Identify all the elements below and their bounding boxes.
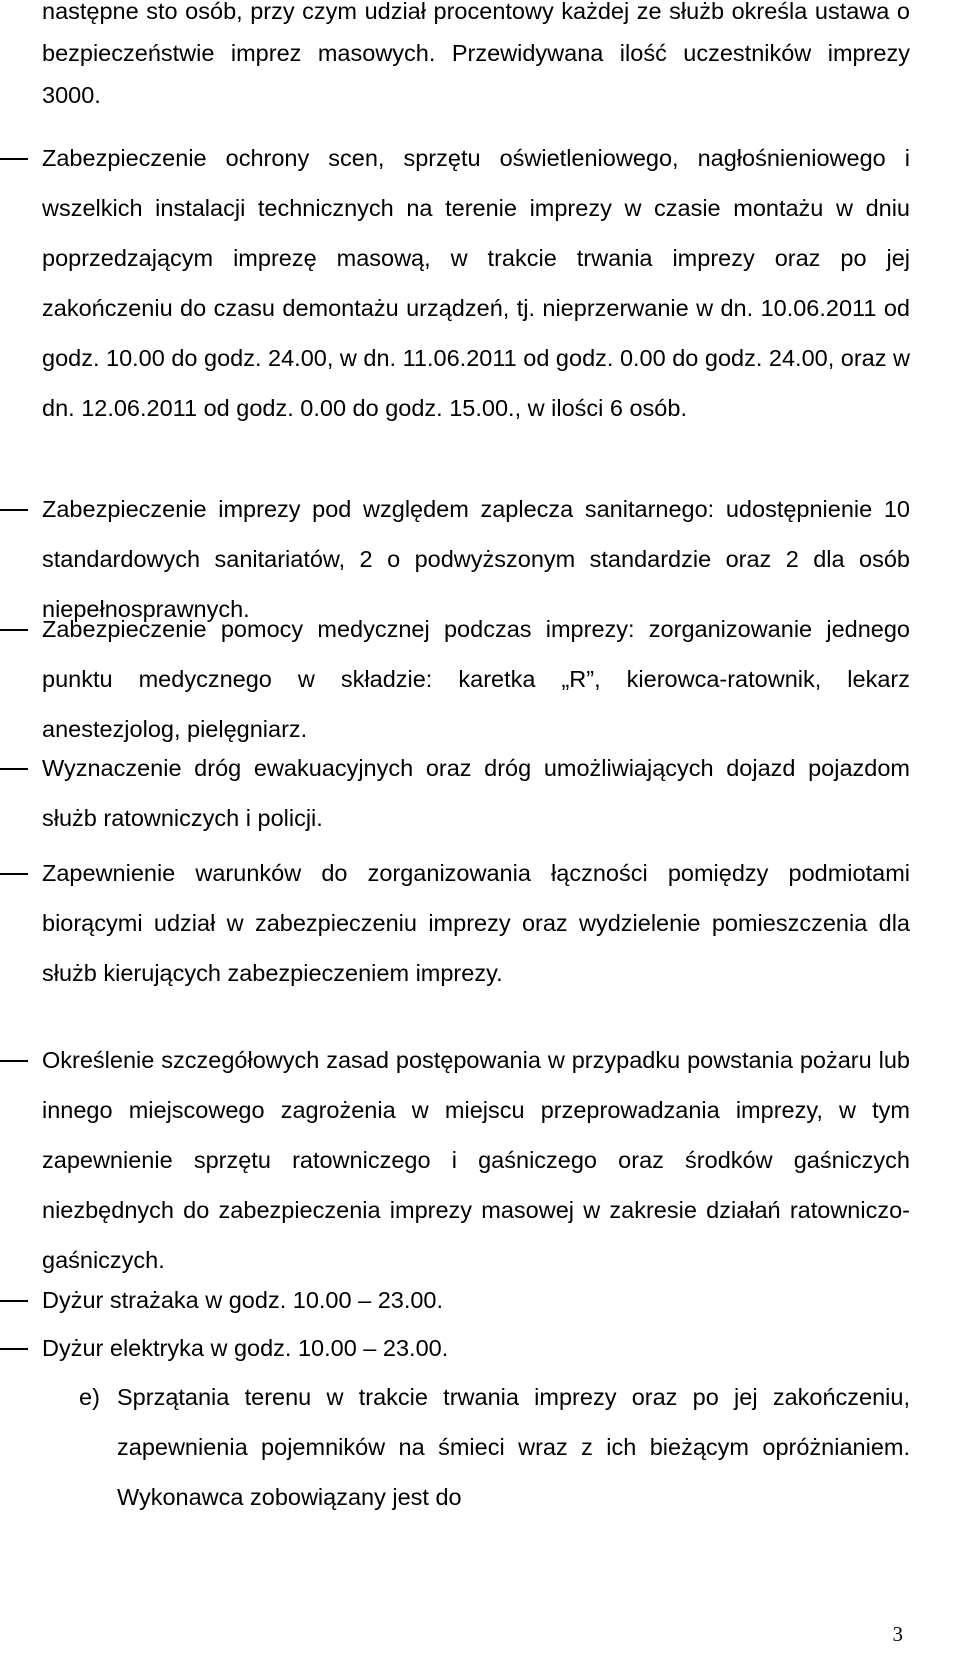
dash-bullet-icon bbox=[0, 743, 30, 793]
list-item-text: Dyżur elektryka w godz. 10.00 – 23.00. bbox=[42, 1335, 449, 1361]
dash-bullet-icon bbox=[0, 604, 30, 654]
list-item bbox=[42, 133, 910, 433]
list-item bbox=[42, 1275, 910, 1325]
list-item-text: Wyznaczenie dróg ewakuacyjnych oraz dróg umożliwiających dojazd pojazdom służb ratowniczych i policji. bbox=[42, 755, 910, 831]
list-item-text: Zabezpieczenie pomocy medycznej podczas imprezy: zorganizowanie jednego punktu medycznego w składzie: karetka „R”, kierowca-ratownik, lekarz anestezjolog, pielęgniarz. bbox=[42, 616, 910, 742]
dash-bullet-icon bbox=[0, 1275, 30, 1325]
list-marker: e) bbox=[79, 1384, 100, 1410]
lettered-item-text: Sprzątania terenu w trakcie trwania imprezy oraz po jej zakończeniu, zapewnienia pojemników na śmieci wraz z ich bieżącym opróżnianiem. Wykonawca zobowiązany jest do bbox=[117, 1384, 910, 1510]
list-item bbox=[42, 1035, 910, 1285]
dash-bullet-icon bbox=[0, 1323, 30, 1373]
list-item bbox=[42, 743, 910, 843]
list-item-text: Określenie szczegółowych zasad postępowania w przypadku powstania pożaru lub innego miejscowego zagrożenia w miejscu przeprowadzania imprezy, w tym zapewnienie sprzętu ratowniczego i gaśniczego oraz środków gaśniczych niezbędnych do zabezpieczenia imprezy masowej w zakresie działań ratowniczo-gaśniczych. bbox=[42, 1047, 910, 1273]
page-number: 3 bbox=[892, 1622, 903, 1646]
dash-bullet-icon bbox=[0, 133, 30, 183]
list-item-text: Dyżur strażaka w godz. 10.00 – 23.00. bbox=[42, 1287, 444, 1313]
list-item bbox=[42, 848, 910, 998]
list-item-text: Zabezpieczenie ochrony scen, sprzętu oświetleniowego, nagłośnieniowego i wszelkich instalacji technicznych na terenie imprezy w czasie montażu w dniu poprzedzającym imprezę masową, w trakcie trwania imprezy oraz po jej zakończeniu do czasu demontażu urządzeń, tj. nieprzerwanie w dn. 10.06.2011 od godz. 10.00 do godz. 24.00, w dn. 11.06.2011 od godz. 0.00 do godz. 24.00, oraz w dn. 12.06.2011 od godz. 0.00 do godz. 15.00., w ilości 6 osób. bbox=[42, 145, 910, 421]
list-item bbox=[42, 1323, 910, 1373]
lettered-item bbox=[79, 1372, 910, 1522]
intro-paragraph: następne sto osób, przy czym udział procentowy każdej ze służb określa ustawa o bezpieczeństwie imprez masowych. Przewidywana ilość uczestników imprezy 3000. bbox=[42, 0, 910, 108]
list-item-text: Zapewnienie warunków do zorganizowania łączności pomiędzy podmiotami biorącymi udział w zabezpieczeniu imprezy oraz wydzielenie pomieszczenia dla służb kierujących zabezpieczeniem imprezy. bbox=[42, 860, 910, 986]
list-item bbox=[42, 604, 910, 754]
dash-bullet-icon bbox=[0, 484, 30, 534]
dash-bullet-icon bbox=[0, 1035, 30, 1085]
dash-bullet-icon bbox=[0, 848, 30, 898]
list-item-text: Zabezpieczenie imprezy pod względem zaplecza sanitarnego: udostępnienie 10 standardowych sanitariatów, 2 o podwyższonym standardzie oraz 2 dla osób niepełnosprawnych. bbox=[42, 496, 910, 622]
